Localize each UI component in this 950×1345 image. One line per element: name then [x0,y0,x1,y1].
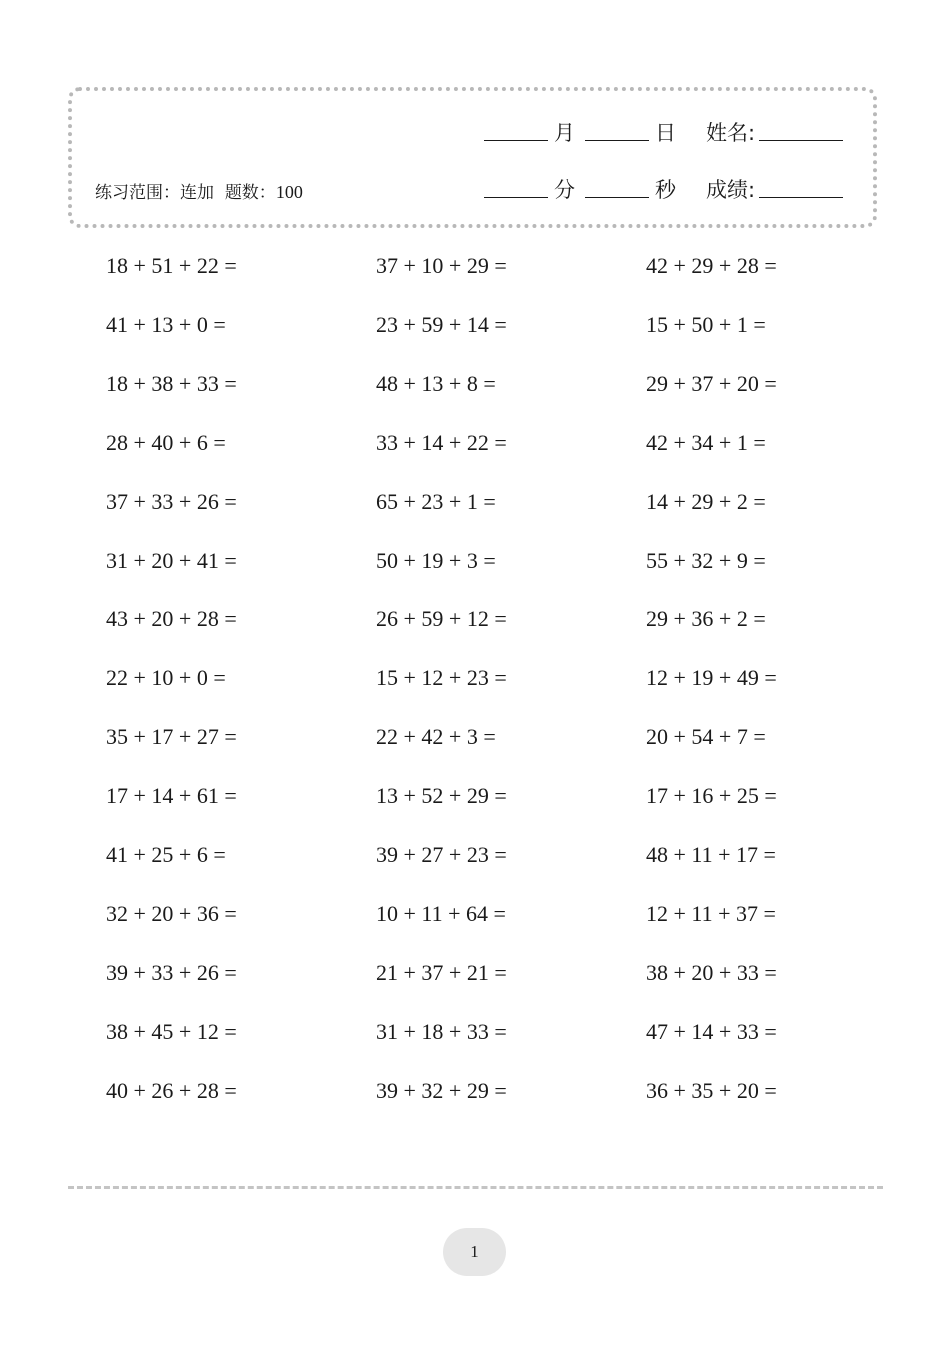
problem-item: 31 + 18 + 33 = [376,1019,507,1044]
problem-item: 55 + 32 + 9 = [646,548,766,573]
problem-item: 22 + 42 + 3 = [376,724,496,749]
problem-item: 41 + 13 + 0 = [106,312,226,337]
scope-label: 练习范围：连加 [95,183,214,203]
count-value: 100 [275,182,303,202]
problem-item: 40 + 26 + 28 = [106,1078,237,1103]
problem-item: 23 + 59 + 14 = [376,312,507,337]
problem-item: 12 + 11 + 37 = [646,901,776,926]
problem-item: 21 + 37 + 21 = [376,960,507,985]
month-blank[interactable] [484,139,548,141]
problem-item: 32 + 20 + 36 = [106,901,237,926]
problem-item: 22 + 10 + 0 = [106,665,226,690]
problem-item: 17 + 16 + 25 = [646,783,777,808]
problem-item: 10 + 11 + 64 = [376,901,506,926]
footer-divider [68,1186,883,1189]
problem-item: 26 + 59 + 12 = [376,606,507,631]
problem-item: 15 + 50 + 1 = [646,312,766,337]
problem-item: 20 + 54 + 7 = [646,724,766,749]
problem-item: 28 + 40 + 6 = [106,430,226,455]
problem-item: 35 + 17 + 27 = [106,724,237,749]
problem-item: 38 + 20 + 33 = [646,960,777,985]
minute-label: 分 [554,178,575,202]
problem-item: 18 + 51 + 22 = [106,253,237,278]
problem-item: 48 + 11 + 17 = [646,842,776,867]
problem-item: 65 + 23 + 1 = [376,489,496,514]
problem-item: 41 + 25 + 6 = [106,842,226,867]
day-blank[interactable] [585,139,649,141]
second-label: 秒 [655,178,676,202]
problem-item: 47 + 14 + 33 = [646,1019,777,1044]
problem-item: 13 + 52 + 29 = [376,783,507,808]
problem-item: 29 + 37 + 20 = [646,371,777,396]
second-blank[interactable] [585,196,649,198]
problem-item: 37 + 10 + 29 = [376,253,507,278]
day-label: 日 [655,121,676,145]
problem-item: 29 + 36 + 2 = [646,606,766,631]
problem-item: 48 + 13 + 8 = [376,371,496,396]
problem-item: 42 + 29 + 28 = [646,253,777,278]
problem-item: 39 + 33 + 26 = [106,960,237,985]
score-label: 成绩: [706,178,756,202]
problem-item: 33 + 14 + 22 = [376,430,507,455]
name-blank[interactable] [759,139,843,141]
problem-item: 36 + 35 + 20 = [646,1078,777,1103]
problem-item: 39 + 27 + 23 = [376,842,507,867]
problem-item: 37 + 33 + 26 = [106,489,237,514]
problem-item: 31 + 20 + 41 = [106,548,237,573]
worksheet-header [68,87,877,228]
name-label: 姓名: [706,121,756,145]
problem-item: 18 + 38 + 33 = [106,371,237,396]
minute-blank[interactable] [484,196,548,198]
date-name-row [484,117,843,147]
problem-item: 17 + 14 + 61 = [106,783,237,808]
page-number: 1 [470,1242,479,1261]
time-score-row [484,174,843,204]
page-number-badge [443,1228,506,1276]
problem-item: 38 + 45 + 12 = [106,1019,237,1044]
problem-item: 50 + 19 + 3 = [376,548,496,573]
problem-item: 15 + 12 + 23 = [376,665,507,690]
month-label: 月 [554,121,575,145]
practice-scope [95,178,303,203]
problem-item: 42 + 34 + 1 = [646,430,766,455]
problem-item: 14 + 29 + 2 = [646,489,766,514]
problem-item: 43 + 20 + 28 = [106,606,237,631]
problem-item: 12 + 19 + 49 = [646,665,777,690]
count-label: 题数： [224,183,276,203]
problem-item: 39 + 32 + 29 = [376,1078,507,1103]
score-blank[interactable] [759,196,843,198]
